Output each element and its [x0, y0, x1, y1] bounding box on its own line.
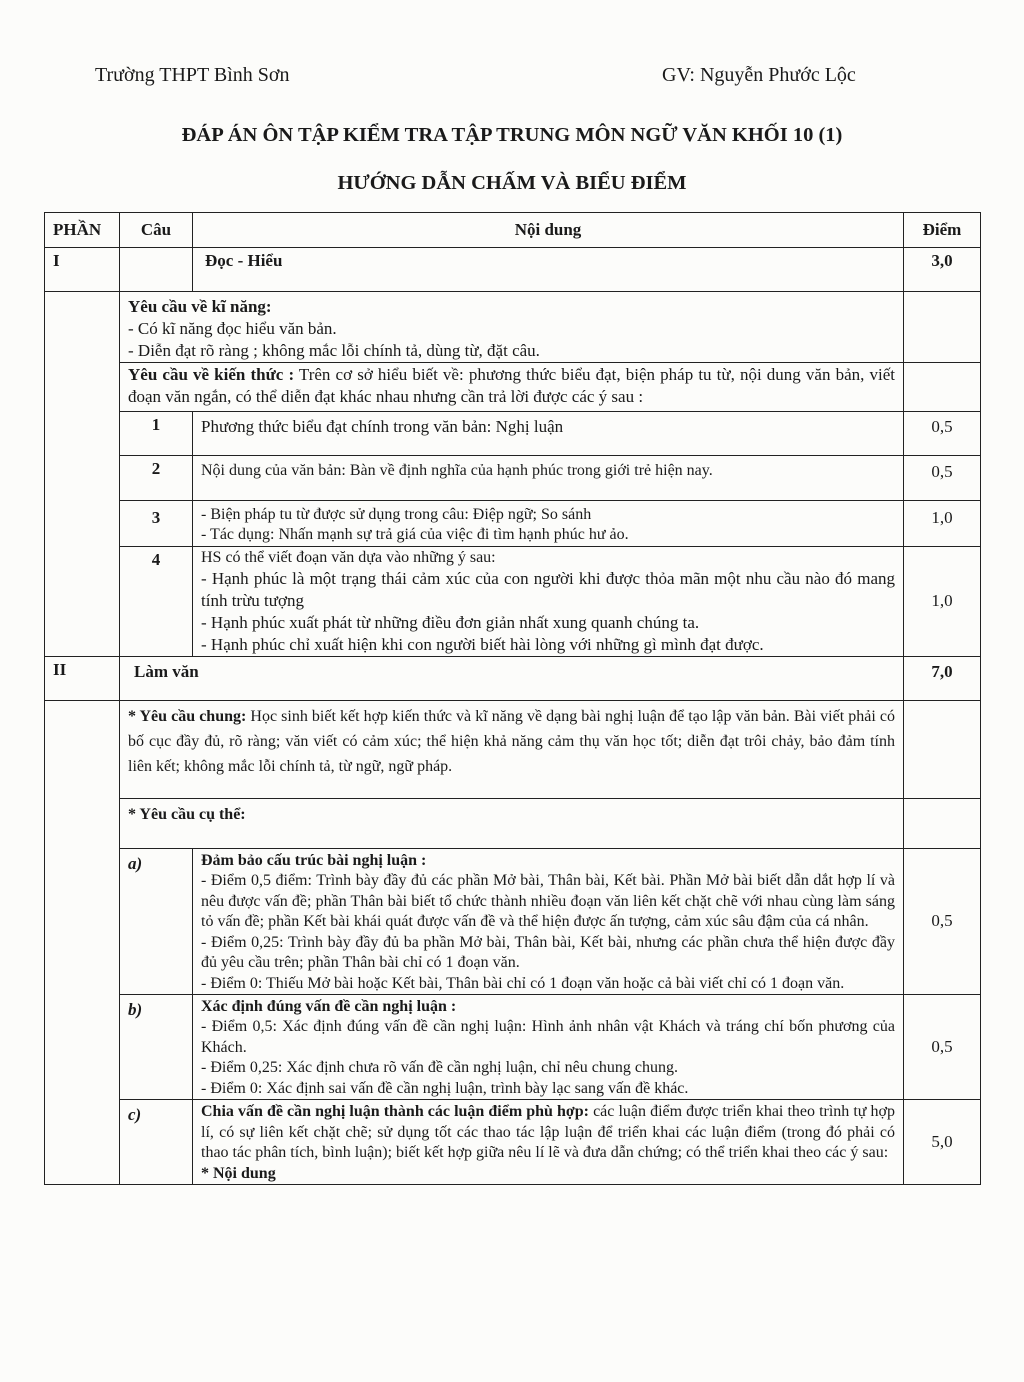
- table-row: [45, 995, 981, 1100]
- criterion-tail: * Nội dung: [201, 1164, 276, 1182]
- header-part: PHẦN: [45, 213, 120, 248]
- part2-title-row: [45, 657, 981, 701]
- part1-number: I: [45, 248, 120, 292]
- part1-score: 3,0: [904, 248, 981, 292]
- criterion-score: 5,0: [904, 1100, 981, 1185]
- criterion-line: - Điểm 0,25: Trình bày đầy đủ ba phần Mở bài, Thân bài, Kết bài, nhưng các phần chưa thể hiện được đầy đủ yêu cầu trên; phần Thân bài chỉ có 1 đoạn văn.: [201, 933, 895, 972]
- part1-knowledge-row: [45, 363, 981, 411]
- part1-skills-row: [45, 292, 981, 363]
- part2-score: 7,0: [904, 657, 981, 701]
- question-score: 1,0: [904, 546, 981, 657]
- header-content: Nội dung: [193, 213, 904, 248]
- knowledge-text: Trên cơ sở hiểu biết về: phương thức biểu đạt, biện pháp tu từ, nội dung văn bản, viết đoạn văn ngắn, có thể diễn đạt khác nhau nhưng cần trả lời được các ý sau :: [128, 365, 895, 407]
- answer-line: Nội dung của văn bản: Bàn về định nghĩa của hạnh phúc trong giới trẻ hiện nay.: [201, 461, 713, 479]
- criterion-heading: Xác định đúng vấn đề cần nghị luận :: [201, 998, 457, 1016]
- criterion-text: các luận điểm được triển khai theo trình tự hợp lí, có sự liên kết chặt chẽ; sử dụng tốt các thao tác lập luận để triển khai các luận điểm (trong đó phải có thao tác phân tích, bình luận); biết kết hợp giữa nêu lí lẽ và đưa dẫn chứng; có thể triển khai theo các ý sau:: [201, 1103, 896, 1162]
- part2-general: [120, 701, 904, 798]
- question-score: 0,5: [904, 411, 981, 455]
- criterion-score: 0,5: [904, 848, 981, 994]
- criterion-content: [193, 1100, 904, 1185]
- part2-general-row: [45, 701, 981, 798]
- general-heading: * Yêu cầu chung:: [128, 708, 247, 726]
- grading-table: [44, 212, 981, 1185]
- table-header-row: [45, 213, 981, 248]
- criterion-label: a): [120, 848, 193, 994]
- header-score: Điểm: [904, 213, 981, 248]
- part1-skills: [120, 292, 904, 363]
- teacher-name: GV: Nguyễn Phước Lộc: [662, 64, 856, 86]
- table-row: [45, 411, 981, 455]
- answer-line: - Hạnh phúc là một trạng thái cảm xúc của con người khi được thỏa mãn một nhu cầu nào đó mang tính trừu tượng: [201, 568, 895, 611]
- table-row: [45, 455, 981, 500]
- criterion-content: [193, 995, 904, 1100]
- question-number: 1: [120, 411, 193, 455]
- question-number: 3: [120, 500, 193, 546]
- table-row: [45, 1100, 981, 1185]
- criterion-line: - Điểm 0: Xác định sai vấn đề cần nghị luận, trình bày lạc sang vấn đề khác.: [201, 1079, 689, 1097]
- question-number: 2: [120, 455, 193, 500]
- criterion-score: 0,5: [904, 995, 981, 1100]
- answer-content: [193, 500, 904, 546]
- criterion-content: [193, 848, 904, 994]
- answer-content: [193, 411, 904, 455]
- header-question: Câu: [120, 213, 193, 248]
- table-row: [45, 546, 981, 657]
- part1-title-row: [45, 248, 981, 292]
- part1-knowledge: [120, 363, 904, 411]
- question-score: 0,5: [904, 455, 981, 500]
- answer-line: - Tác dụng: Nhấn mạnh sự trả giá của việc đi tìm hạnh phúc hư ảo.: [201, 526, 629, 544]
- answer-line: - Hạnh phúc xuất phát từ những điều đơn giản nhất xung quanh chúng ta.: [201, 613, 700, 633]
- criterion-label: b): [120, 995, 193, 1100]
- part2-specific-row: [45, 798, 981, 848]
- table-row: [45, 500, 981, 546]
- knowledge-heading: Yêu cầu về kiến thức :: [128, 365, 295, 385]
- part2-number: II: [45, 657, 120, 701]
- criterion-line: - Điểm 0,25: Xác định chưa rõ vấn đề cần nghị luận, chỉ nêu chung chung.: [201, 1059, 678, 1077]
- question-number: 4: [120, 546, 193, 657]
- answer-content: [193, 455, 904, 500]
- answer-line: Phương thức biểu đạt chính trong văn bản: Nghị luận: [201, 416, 564, 436]
- document-subtitle: HƯỚNG DẪN CHẤM VÀ BIỂU ĐIỂM: [337, 172, 687, 194]
- skills-line: - Có kĩ năng đọc hiểu văn bản.: [128, 319, 337, 339]
- criterion-heading: Đảm bảo cấu trúc bài nghị luận :: [201, 851, 427, 869]
- criterion-line: - Điểm 0,5 điểm: Trình bày đầy đủ các phần Mở bài, Thân bài, Kết bài. Phần Mở bài biết dẫn dắt hợp lí và nêu được vấn đề; phần Thân bài biết tổ chức thành nhiều đoạn văn liên kết chặt chẽ với nhau cùng làm sáng tỏ vấn đề; phần Kết bài khái quát được vấn đề và thể hiện được ấn tượng, cảm xúc sâu đậm của cá nhân.: [201, 872, 895, 931]
- skills-heading: Yêu cầu về kĩ năng:: [128, 297, 272, 317]
- table-row: [45, 848, 981, 994]
- criterion-label: c): [120, 1100, 193, 1185]
- skills-line: - Diễn đạt rõ ràng ; không mắc lỗi chính tả, dùng từ, đặt câu.: [128, 341, 540, 361]
- criterion-heading: Chia vấn đề cần nghị luận thành các luận điểm phù hợp:: [201, 1103, 589, 1121]
- answer-line: - Biện pháp tu từ được sử dụng trong câu: Điệp ngữ; So sánh: [201, 505, 592, 523]
- school-name: Trường THPT Bình Sơn: [95, 64, 290, 86]
- criterion-line: - Điểm 0: Thiếu Mở bài hoặc Kết bài, Thân bài chỉ có 1 đoạn văn hoặc cả bài viết chỉ có 1 đoạn văn.: [201, 974, 845, 992]
- answer-content: [193, 546, 904, 657]
- part1-title: Đọc - Hiểu: [193, 248, 904, 292]
- answer-line: HS có thể viết đoạn văn dựa vào những ý sau:: [201, 548, 496, 566]
- answer-line: - Hạnh phúc chỉ xuất hiện khi con người biết hài lòng với những gì mình đạt được.: [201, 635, 764, 655]
- part2-title: Làm văn: [120, 657, 904, 701]
- criterion-line: - Điểm 0,5: Xác định đúng vấn đề cần nghị luận: Hình ảnh nhân vật Khách và tráng chí bốn phương của Khách.: [201, 1018, 895, 1056]
- question-score: 1,0: [904, 500, 981, 546]
- general-text: Học sinh biết kết hợp kiến thức và kĩ năng về dạng bài nghị luận để tạo lập văn bản. Bài viết phải có bố cục đầy đủ, rõ ràng; văn viết có cảm xúc; thể hiện khả năng cảm thụ văn học tốt; diễn đạt trôi chảy, bảo đảm tính liên kết; không mắc lỗi chính tả, từ ngữ, ngữ pháp.: [128, 708, 895, 775]
- specific-heading: * Yêu cầu cụ thể:: [120, 798, 904, 848]
- document-title: ĐÁP ÁN ÔN TẬP KIỂM TRA TẬP TRUNG MÔN NGỮ VĂN KHỐI 10 (1): [181, 124, 843, 146]
